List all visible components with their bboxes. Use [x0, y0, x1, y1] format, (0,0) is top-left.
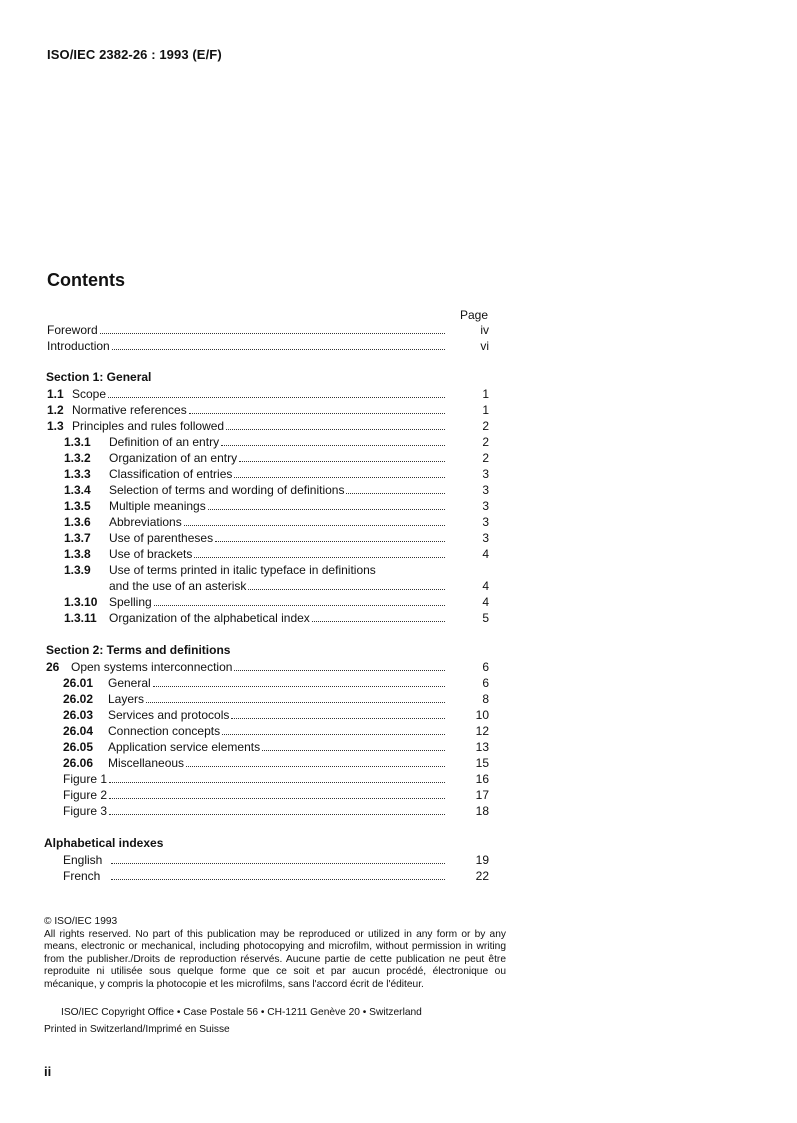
toc-entry-number: 1.3.2 — [64, 451, 91, 465]
toc-entry[interactable] — [64, 594, 447, 610]
toc-entry-title: Normative references — [72, 403, 187, 417]
toc-entry-title: Services and protocols — [108, 708, 230, 722]
toc-entry[interactable] — [63, 691, 447, 707]
toc-page-number: 22 — [475, 869, 489, 883]
toc-entry[interactable] — [63, 739, 447, 755]
toc-entry[interactable] — [64, 450, 447, 466]
toc-page-number: 6 — [482, 660, 489, 674]
dot-leader — [248, 578, 445, 590]
copyright-line: © ISO/IEC 1993 — [44, 916, 118, 927]
toc-entry-title: English — [63, 853, 103, 867]
dot-leader — [109, 803, 445, 815]
toc-page-number: 1 — [482, 387, 489, 401]
toc-entry[interactable] — [47, 418, 447, 434]
toc-entry-title: Use of parentheses — [109, 531, 214, 545]
toc-page-number: 4 — [482, 547, 489, 561]
dot-leader — [215, 530, 445, 542]
copyright-office: ISO/IEC Copyright Office • Case Postale 56 • CH-1211 Genève 20 • Switzerland — [61, 1007, 422, 1018]
toc-entry-number: 1.3 — [47, 419, 64, 433]
toc-entry-title: Foreword — [47, 323, 98, 337]
toc-page-number: 3 — [482, 515, 489, 529]
toc-entry-number: 1.3.11 — [64, 611, 97, 625]
toc-page-number: 4 — [482, 579, 489, 593]
toc-page-number: 3 — [482, 483, 489, 497]
toc-page-number: 19 — [475, 853, 489, 867]
toc-page-number: 17 — [475, 788, 489, 802]
toc-entry-title: Classification of entries — [109, 467, 233, 481]
toc-entry-number: 1.3.5 — [64, 499, 91, 513]
dot-leader — [231, 707, 445, 719]
toc-page-number: vi — [480, 339, 489, 353]
toc-entry[interactable] — [64, 482, 447, 498]
toc-entry-title: Figure 3 — [63, 804, 108, 818]
dot-leader — [346, 482, 445, 494]
toc-page-number: 3 — [482, 531, 489, 545]
toc-entry[interactable] — [47, 402, 447, 418]
toc-entry-number: 1.3.10 — [64, 595, 98, 609]
toc-page-number: 8 — [482, 692, 489, 706]
dot-leader — [208, 498, 445, 510]
toc-entry-title: Miscellaneous — [108, 756, 185, 770]
toc-page-number: 10 — [475, 708, 489, 722]
section-heading: Section 2: Terms and definitions — [46, 643, 231, 657]
dot-leader — [189, 402, 445, 414]
dot-leader — [109, 787, 445, 799]
dot-leader — [226, 418, 445, 430]
toc-page-number: 15 — [475, 756, 489, 770]
toc-entry-number: 26.03 — [63, 708, 94, 722]
toc-entry[interactable] — [63, 675, 447, 691]
section-heading: Section 1: General — [46, 370, 152, 384]
dot-leader — [111, 868, 445, 880]
toc-page-number: 18 — [475, 804, 489, 818]
toc-page-number: 3 — [482, 467, 489, 481]
document-header: ISO/IEC 2382-26 : 1993 (E/F) — [47, 47, 222, 62]
printed-in: Printed in Switzerland/Imprimé en Suisse — [44, 1024, 230, 1035]
dot-leader — [108, 386, 445, 398]
toc-entry-number: 26.02 — [63, 692, 94, 706]
dot-leader — [111, 852, 445, 864]
toc-entry-number: 1.3.6 — [64, 515, 91, 529]
toc-entry-title: Use of brackets — [109, 547, 193, 561]
toc-page-number: 12 — [475, 724, 489, 738]
toc-entry-number: 1.3.9 — [64, 563, 91, 577]
toc-page-number: 2 — [482, 451, 489, 465]
dot-leader — [153, 675, 445, 687]
dot-leader — [312, 610, 445, 622]
toc-entry-number: 1.3.7 — [64, 531, 91, 545]
toc-entry-title: Figure 2 — [63, 788, 108, 802]
toc-entry[interactable] — [63, 787, 447, 803]
toc-entry-number: 1.3.3 — [64, 467, 91, 481]
toc-entry-title: Layers — [108, 692, 145, 706]
toc-entry-title: Application service elements — [108, 740, 261, 754]
page-number: ii — [44, 1064, 52, 1079]
toc-entry-title: Organization of the alphabetical index — [109, 611, 310, 625]
copyright-body: All rights reserved. No part of this publication may be reproduced or utilized in any form or by any means, electronic or mechanical, including photocopying and microfilm, without permission in writing from the publisher./Droits de reproduction réservés. Aucune partie de cette publication ne peut être reproduite ni utilisée sous quelque forme que ce soit et par aucun procédé, électronique ou mécanique, y compris la photocopie et les microfilms, sans l'accord écrit de l'éditeur. — [44, 928, 506, 990]
toc-page-number: 13 — [475, 740, 489, 754]
toc-entry-number: 1.3.8 — [64, 547, 91, 561]
toc-entry-title: Organization of an entry — [109, 451, 238, 465]
toc-entry[interactable] — [64, 530, 447, 546]
dot-leader — [222, 723, 445, 735]
toc-entry[interactable] — [64, 562, 376, 578]
toc-entry-number: 1.3.1 — [64, 435, 91, 449]
dot-leader — [221, 434, 445, 446]
toc-page-number: 1 — [482, 403, 489, 417]
toc-entry[interactable] — [64, 546, 447, 562]
toc-entry[interactable] — [64, 434, 447, 450]
toc-entry-title: French — [63, 869, 101, 883]
dot-leader — [262, 739, 445, 751]
toc-entry[interactable] — [47, 338, 447, 354]
dot-leader — [194, 546, 445, 558]
toc-entry-title: Principles and rules followed — [72, 419, 225, 433]
section-heading: Alphabetical indexes — [44, 836, 164, 850]
toc-entry[interactable] — [63, 771, 447, 787]
toc-entry-number: 26 — [46, 660, 60, 674]
toc-page-number: 2 — [482, 435, 489, 449]
toc-entry[interactable] — [63, 723, 447, 739]
toc-entry[interactable] — [63, 852, 447, 868]
toc-entry[interactable] — [47, 322, 447, 338]
toc-entry[interactable] — [63, 868, 447, 884]
toc-page-number: 2 — [482, 419, 489, 433]
toc-page-number: 5 — [482, 611, 489, 625]
toc-entry[interactable] — [47, 386, 447, 402]
toc-entry-number: 26.05 — [63, 740, 94, 754]
toc-entry-number: 26.06 — [63, 756, 94, 770]
toc-entry-title: Spelling — [109, 595, 152, 609]
dot-leader — [234, 466, 445, 478]
toc-entry[interactable] — [109, 578, 447, 594]
toc-page-number: 3 — [482, 499, 489, 513]
toc-entry[interactable] — [64, 514, 447, 530]
toc-entry-title: Figure 1 — [63, 772, 108, 786]
toc-entry[interactable] — [63, 707, 447, 723]
dot-leader — [109, 771, 445, 783]
toc-entry-title: General — [108, 676, 151, 690]
toc-entry[interactable] — [64, 466, 447, 482]
toc-entry-title: Abbreviations — [109, 515, 182, 529]
toc-entry-number: 26.04 — [63, 724, 94, 738]
toc-entry[interactable] — [46, 659, 447, 675]
toc-page-number: 4 — [482, 595, 489, 609]
dot-leader — [186, 755, 445, 767]
toc-entry-title: Selection of terms and wording of definitions — [109, 483, 345, 497]
copyright-notice — [44, 916, 506, 991]
toc-page-number: 16 — [475, 772, 489, 786]
toc-entry-title: and the use of an asterisk — [109, 579, 247, 593]
toc-entry-title: Use of terms printed in italic typeface in definitions — [109, 563, 376, 577]
dot-leader — [234, 659, 445, 671]
toc-page-number: 6 — [482, 676, 489, 690]
toc-entry-title: Introduction — [47, 339, 110, 353]
page-column-label: Page — [460, 308, 489, 322]
toc-entry-number: 26.01 — [63, 676, 94, 690]
dot-leader — [146, 691, 445, 703]
toc-entry[interactable] — [64, 610, 447, 626]
toc-entry-title: Open systems interconnection — [71, 660, 233, 674]
toc-entry-title: Connection concepts — [108, 724, 221, 738]
toc-entry[interactable] — [63, 803, 447, 819]
toc-entry-title: Scope — [72, 387, 107, 401]
dot-leader — [154, 594, 445, 606]
toc-entry[interactable] — [64, 498, 447, 514]
toc-entry-title: Definition of an entry — [109, 435, 220, 449]
page-title: Contents — [47, 270, 125, 290]
toc-entry-number: 1.3.4 — [64, 483, 91, 497]
toc-entry[interactable] — [63, 755, 447, 771]
toc-entry-number: 1.1 — [47, 387, 64, 401]
toc-page-number: iv — [480, 323, 489, 337]
dot-leader — [100, 322, 445, 334]
dot-leader — [239, 450, 445, 462]
dot-leader — [184, 514, 445, 526]
dot-leader — [112, 338, 445, 350]
toc-entry-number: 1.2 — [47, 403, 64, 417]
toc-entry-title: Multiple meanings — [109, 499, 206, 513]
